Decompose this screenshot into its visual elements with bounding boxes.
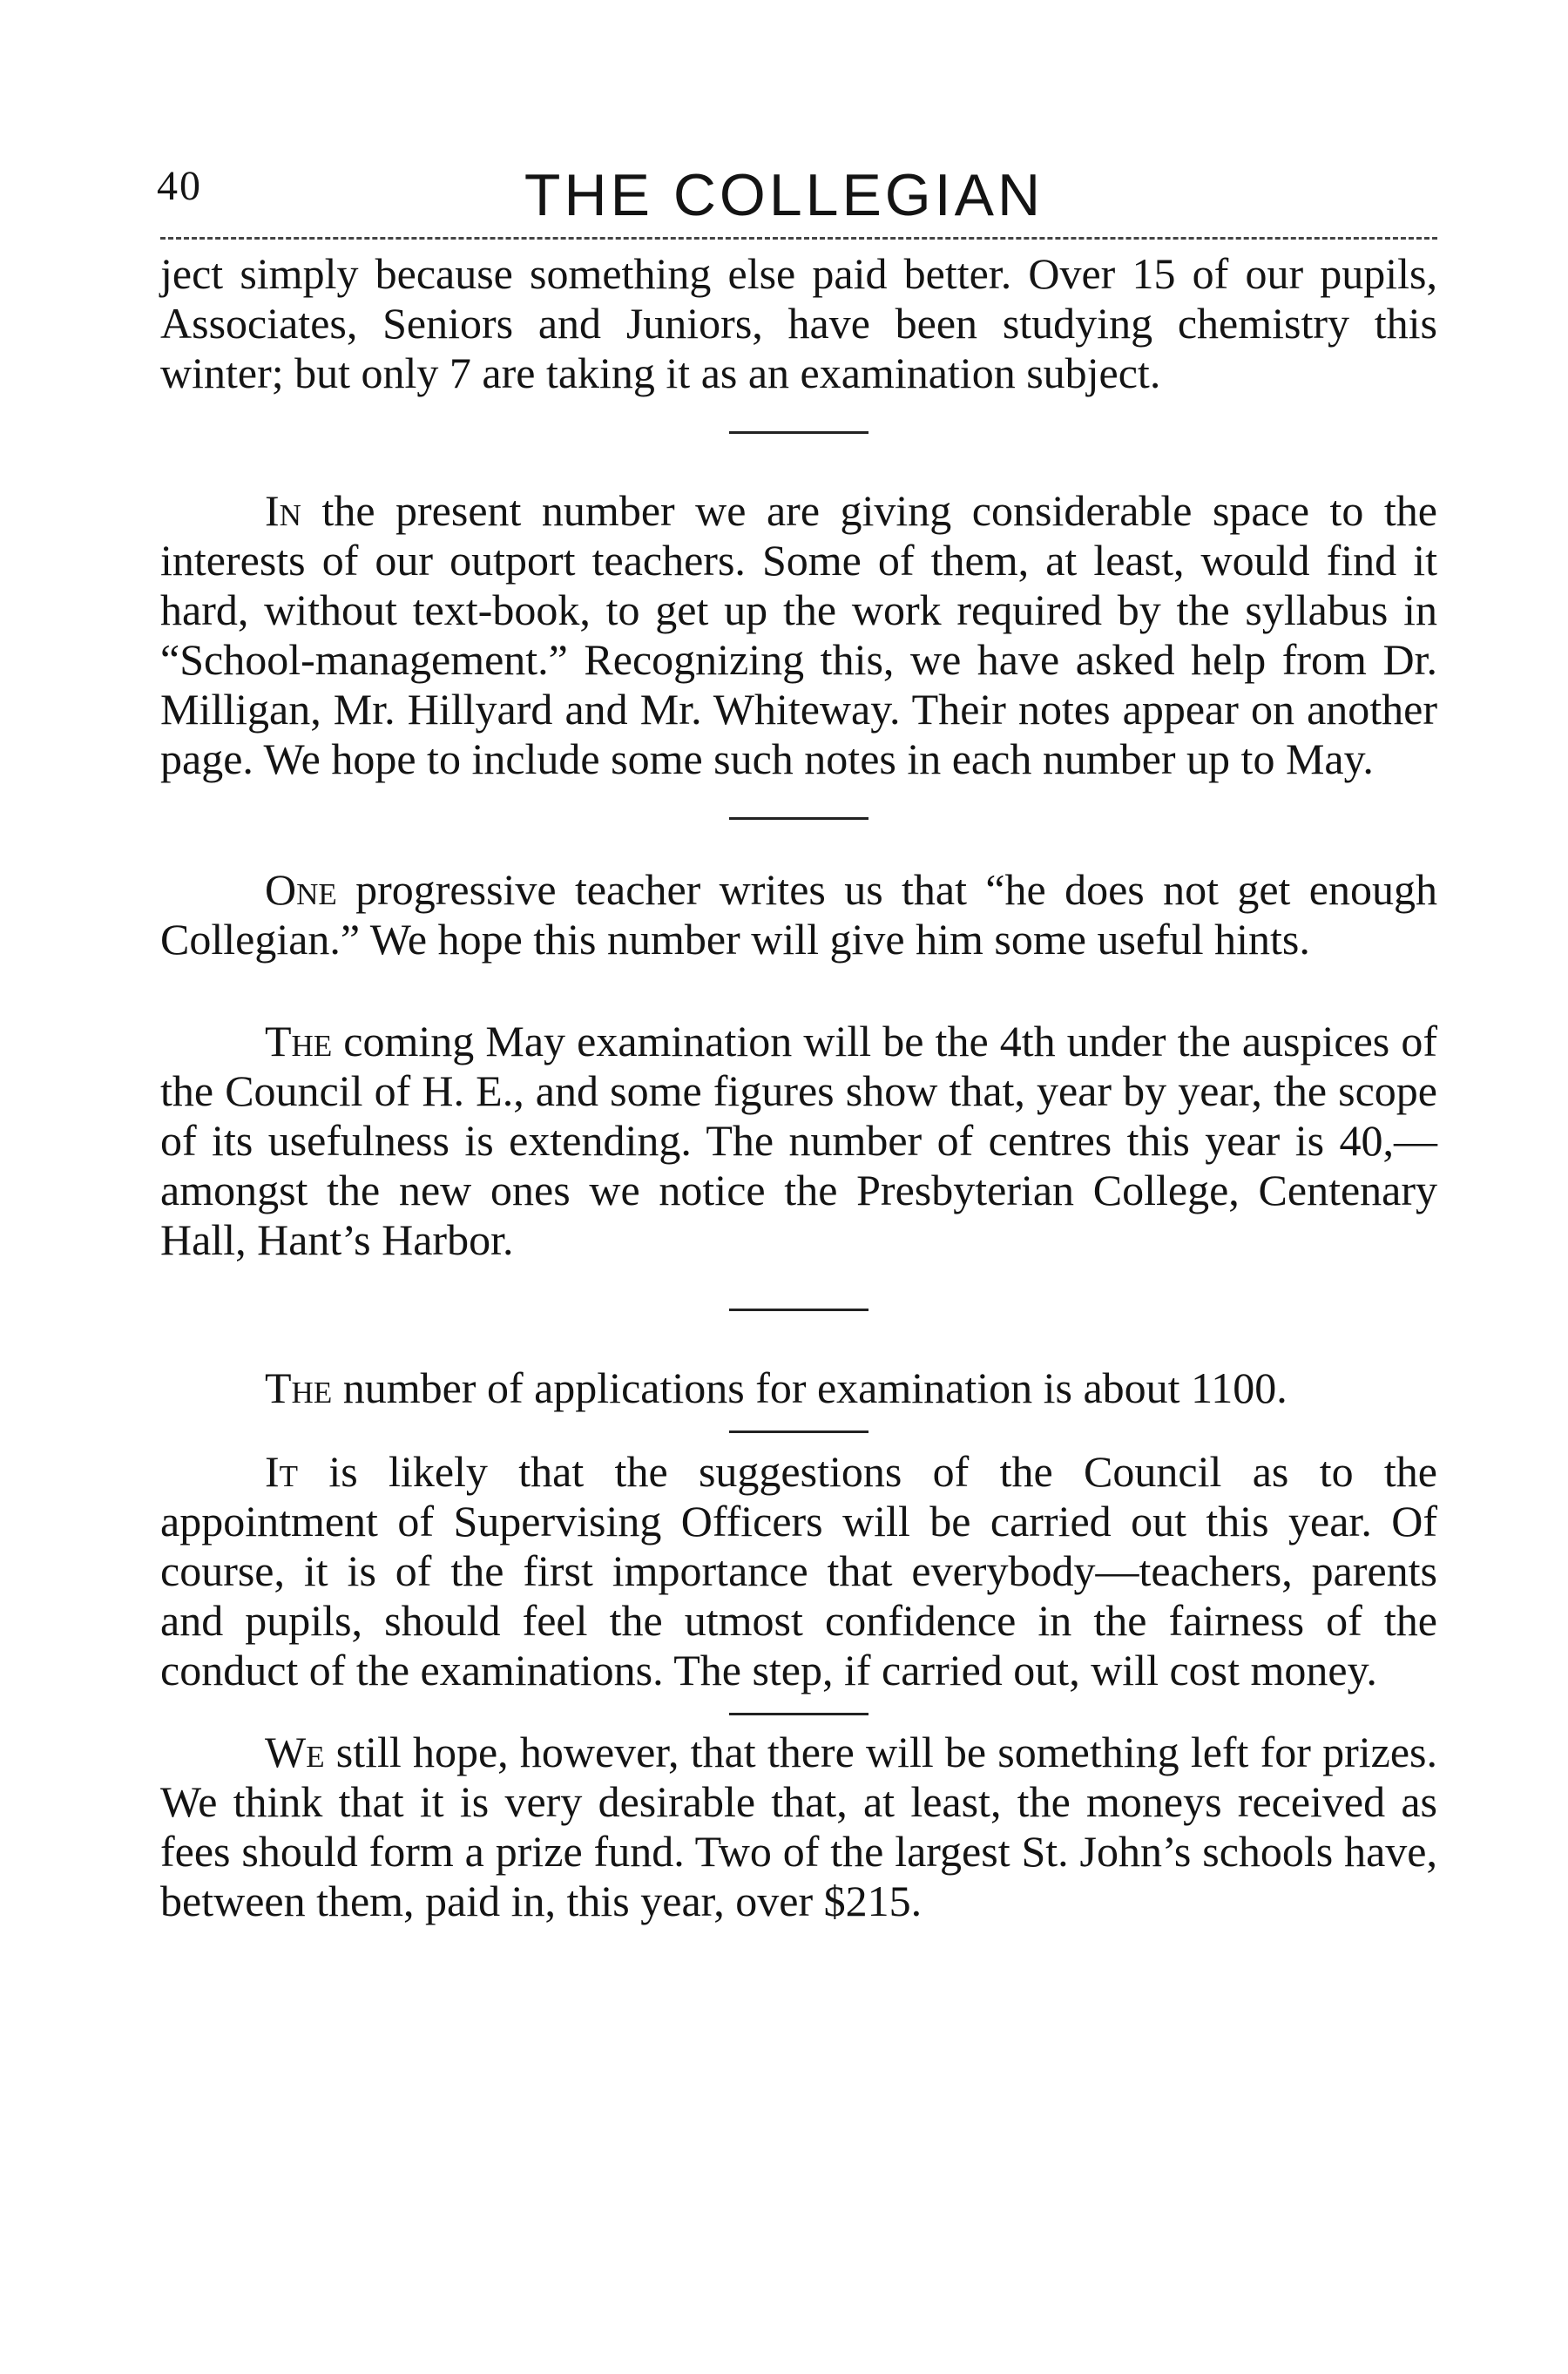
page-number: 40 [157, 163, 202, 209]
paragraph [160, 486, 1437, 784]
paragraph-text: still hope, however, that there will be something left for prizes. We think that it is very desirable that, at least, the moneys received as fees should form a prize fund. Two of the largest St. John’s schools have, between them, paid in, this year, over $215. [160, 1728, 1437, 1925]
paragraph [160, 865, 1437, 964]
paragraph-lead: It [265, 1447, 299, 1496]
section-divider [729, 1430, 868, 1433]
paragraph [160, 1728, 1437, 1926]
paragraph-text: progressive teacher writes us that “he does not get enough Collegian.” We hope this number will give him some useful hints. [160, 865, 1437, 964]
section-divider [729, 1713, 868, 1715]
paragraph-text: is likely that the suggestions of the Council as to the appointment of Supervising Officers will be carried out this year. Of course, it is of the first importance that everybody—teachers, parents and pupils, should feel the utmost confidence in the fairness of the conduct of the examinations. The step, if carried out, will cost money. [160, 1447, 1437, 1694]
paragraph-lead: In [265, 486, 301, 535]
header-rule [160, 237, 1437, 240]
paragraph-text: number of applications for examination is about 1100. [332, 1363, 1288, 1412]
paragraph-text: the present number we are giving considerable space to the interests of our outport teachers. Some of them, at least, would find it hard, without text-book, to get up the work required by the syllabus in “School-management.” Recognizing this, we have asked help from Dr. Milligan, Mr. Hillyard and Mr. Whiteway. Their notes appear on another page. We hope to include some such notes in each number up to May. [160, 486, 1437, 783]
section-divider [729, 1309, 868, 1311]
paragraph-text: ject simply because something else paid better. Over 15 of our pupils, Associates, Seniors and Juniors, have been studying chemistry this winter; but only 7 are taking it as an examination subject. [160, 249, 1437, 397]
paragraph-lead: The [265, 1017, 333, 1065]
paragraph-lead: One [265, 865, 337, 914]
paragraph-lead: The [265, 1363, 333, 1412]
article-body [160, 249, 1437, 1926]
paragraph-lead: We [265, 1728, 325, 1776]
paragraph [160, 1363, 1437, 1413]
paragraph-text: coming May examination will be the 4th under the auspices of the Council of H. E., and some figures show that, year by year, the scope of its usefulness is extending. The number of centres this year is 40,—amongst the new ones we notice the Presbyterian College, Centenary Hall, Hant’s Harbor. [160, 1017, 1437, 1264]
running-title: THE COLLEGIAN [524, 162, 1044, 228]
paragraph [160, 1017, 1437, 1265]
paragraph [160, 1447, 1437, 1695]
section-divider [729, 431, 868, 434]
paragraph-continued [160, 249, 1437, 398]
section-divider [729, 817, 868, 820]
